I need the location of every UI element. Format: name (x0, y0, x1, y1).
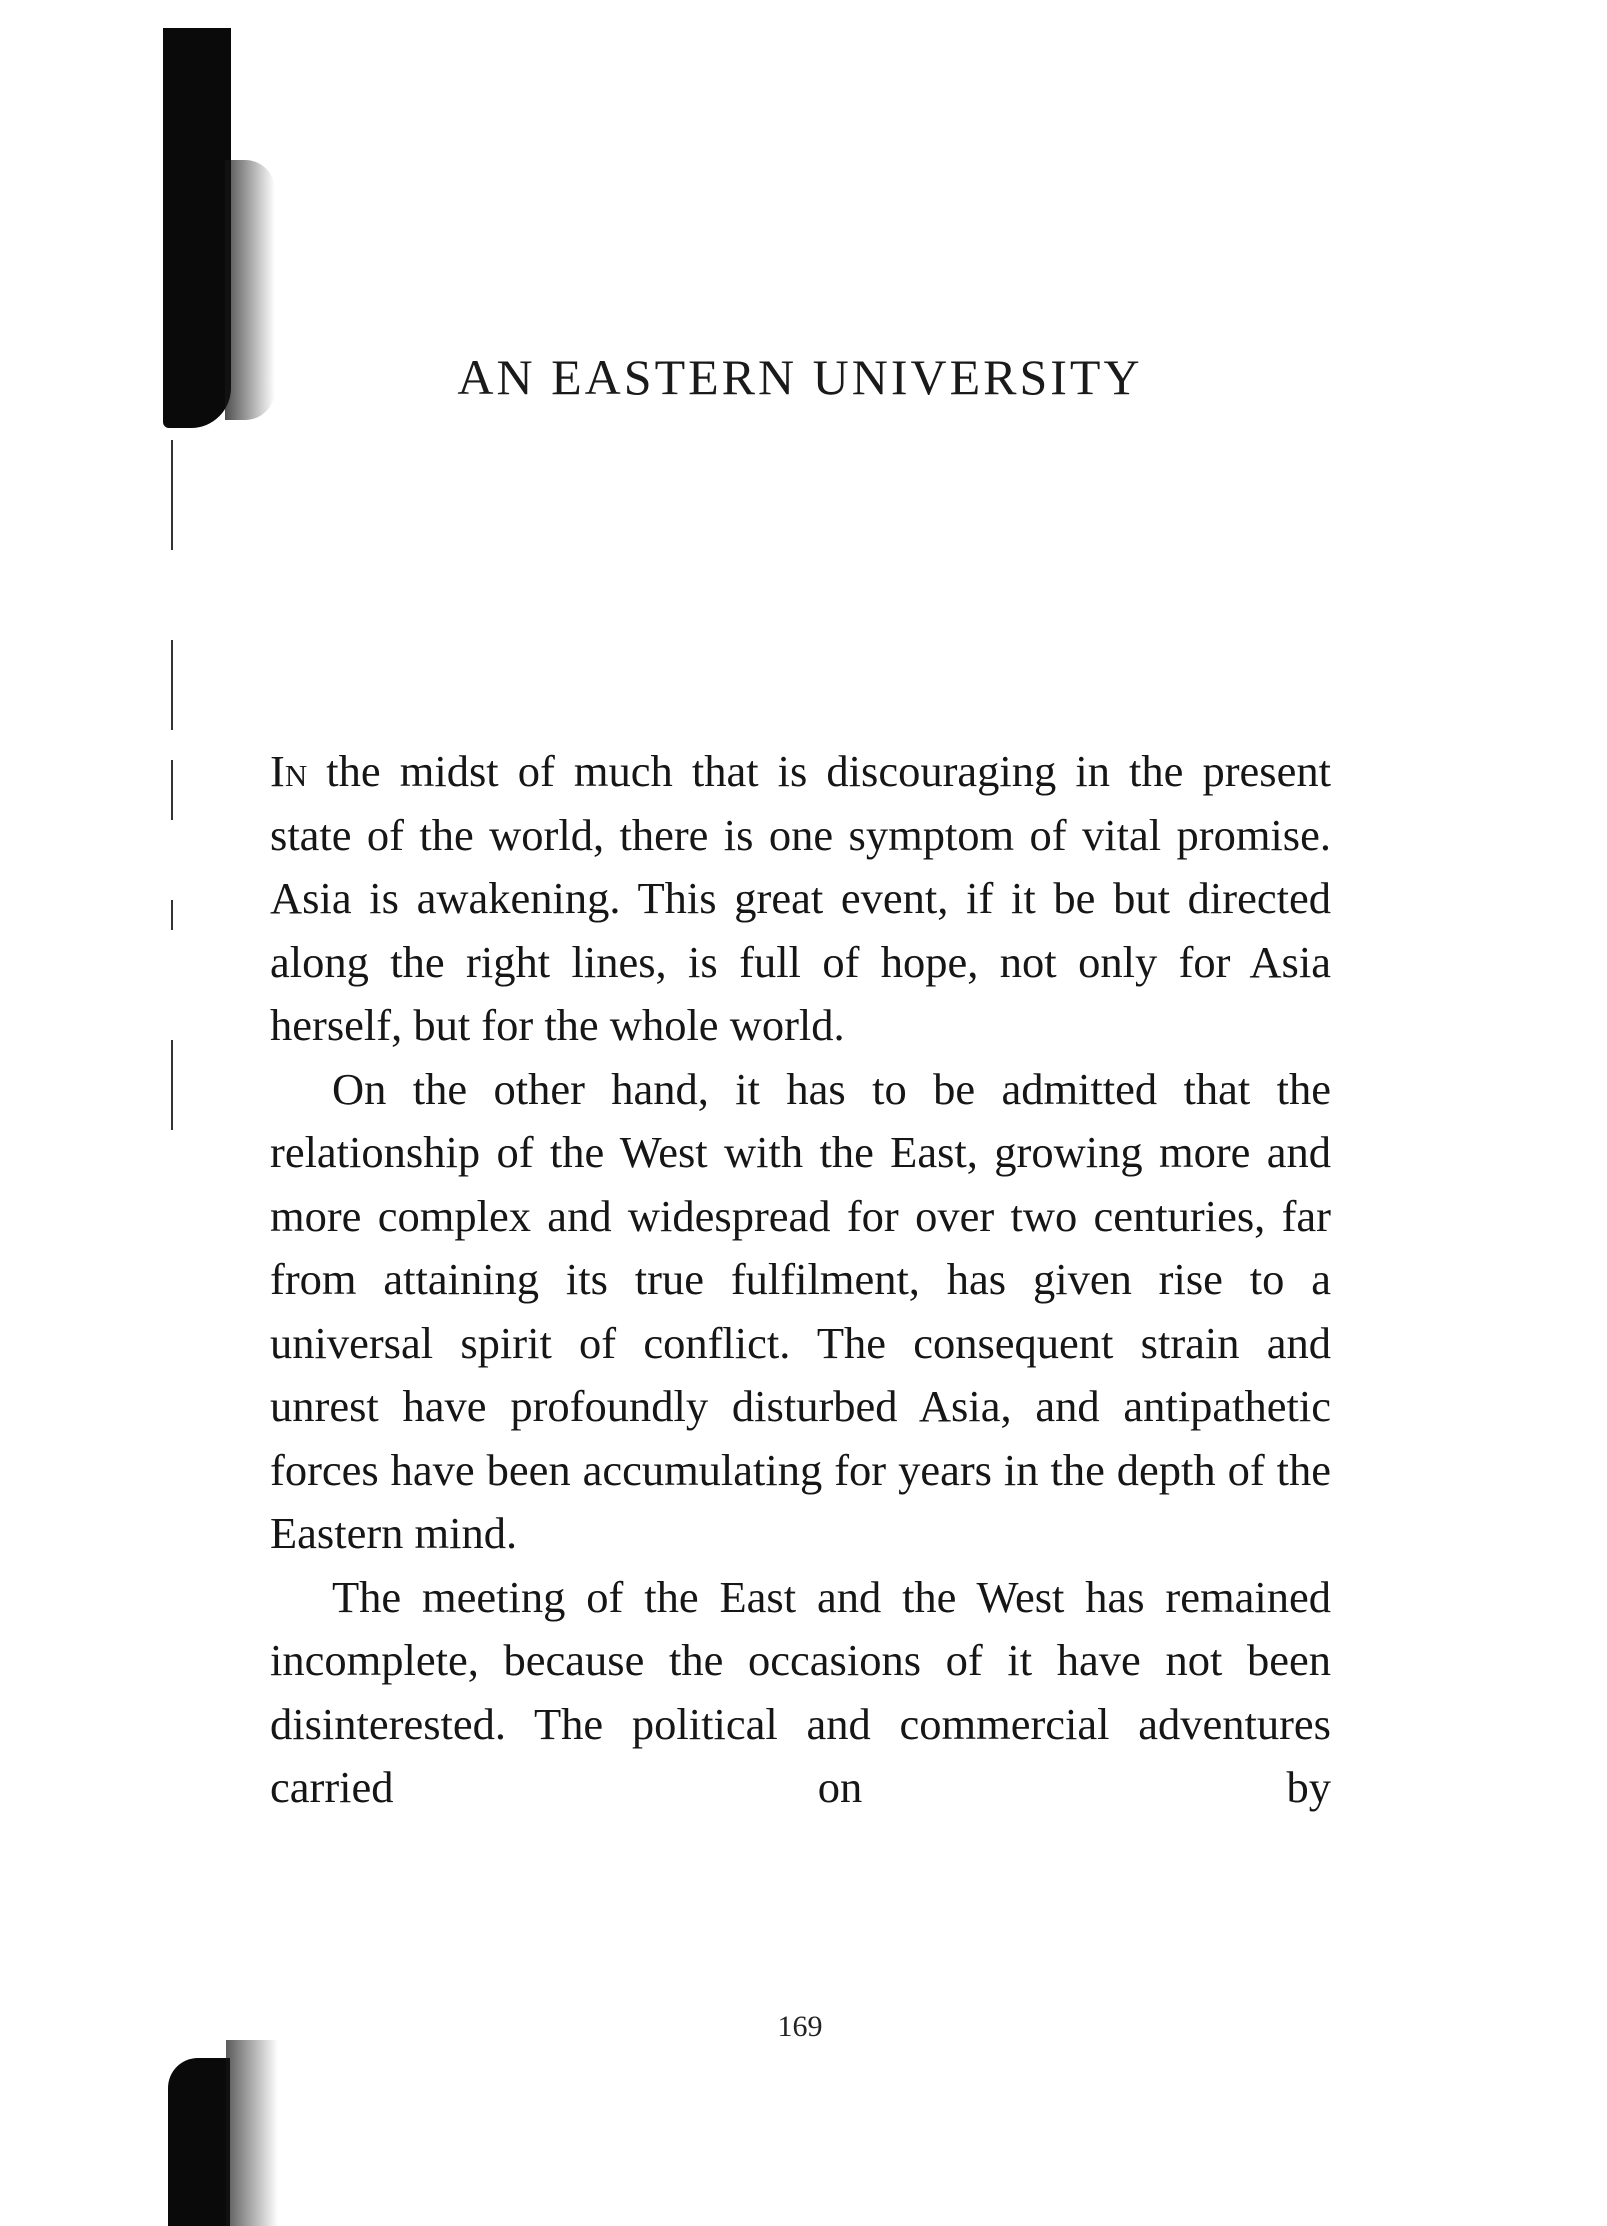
scan-artifact-top (163, 28, 231, 428)
margin-line (171, 640, 173, 730)
scan-artifact-bottom (168, 2058, 230, 2226)
margin-line (171, 440, 173, 550)
margin-line (171, 1040, 173, 1130)
paragraph-lead-word: In (270, 746, 308, 796)
chapter-body (270, 740, 1331, 1820)
paragraph-text: the midst of much that is discouraging in the present state of the world, there is one symptom of vital promise. Asia is awakening. This great event, if it be but directed along the right lines, is full of hope, not only for Asia herself, but for the whole world. (270, 746, 1331, 1050)
scan-artifact-bottom-shadow (226, 2040, 278, 2226)
page-number: 169 (777, 2010, 823, 2043)
paragraph-1 (270, 740, 1331, 1058)
chapter-title: AN EASTERN UNIVERSITY (457, 349, 1143, 405)
scan-artifact-top-shadow (225, 160, 275, 420)
paragraph-3: The meeting of the East and the West has remained incomplete, because the occasions of it have not been disinterested. The political and commercial adventures carried on by (270, 1571, 1331, 1812)
margin-line (171, 760, 173, 820)
paragraph-2: On the other hand, it has to be admitted that the relationship of the West with the East, growing more and more complex and widespread for over two centuries, far from attaining its true fulfilment, has given rise to a universal spirit of conflict. The consequent strain and unrest have profoundly disturbed Asia, and antipathetic forces have been accumulating for years in the depth of the Eastern mind. (270, 1063, 1331, 1558)
margin-line (171, 900, 173, 930)
